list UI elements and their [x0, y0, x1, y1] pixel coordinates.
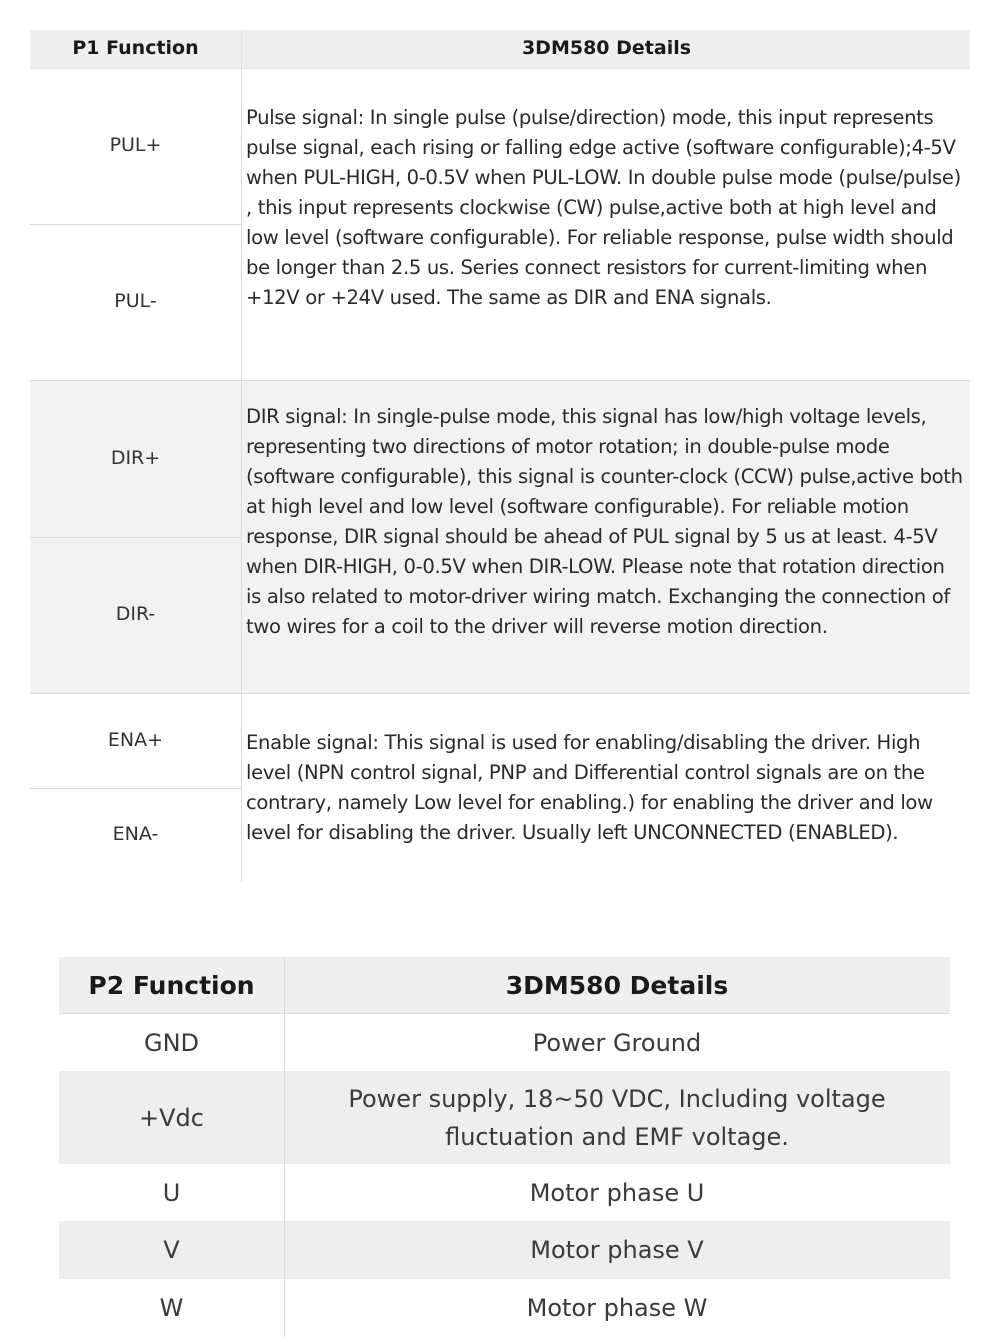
- p2-detail-cell: Motor phase V: [530, 1236, 704, 1264]
- p2-function-cell: U: [162, 1178, 181, 1207]
- p1-header-details: 3DM580 Details: [241, 30, 971, 68]
- p1-table-header-row: [30, 30, 970, 69]
- p2-function-cell: +Vdc: [139, 1103, 204, 1132]
- pin-ena-minus: ENA-: [112, 823, 159, 845]
- pin-pul-minus: PUL-: [114, 290, 157, 312]
- p1-group-dir: [30, 381, 970, 694]
- ena-detail-text: Enable signal: This signal is used for enabling/disabling the driver. High level (NPN control signal, PNP and Differential control signals are on the contrary, namely Low level for enabling.) for enabling the driver and low level for disabling the driver. Usually left UNCONNECTED (ENABLED).: [246, 731, 933, 844]
- pin-pul-plus: PUL+: [109, 134, 162, 156]
- p2-function-cell: V: [163, 1236, 180, 1264]
- p2-function-table: [59, 957, 950, 1337]
- p2-detail-cell: Power Ground: [532, 1028, 702, 1057]
- pul-detail-text: Pulse signal: In single pulse (pulse/direction) mode, this input represents pulse signal, each rising or falling edge active (software configurable);4-5V when PUL-HIGH, 0-0.5V when PUL-LOW. In double pulse mode (pulse/pulse) , this input represents clockwise (CW) pulse,active both at high level and low level (software configurable). For reliable response, pulse width should be longer than 2.5 us. Series connect resistors for current-limiting when +12V or +24V used. The same as DIR and ENA signals.: [246, 106, 961, 309]
- p2-function-cell: GND: [143, 1028, 200, 1057]
- pin-dir-minus: DIR-: [115, 603, 156, 625]
- p2-detail-cell: Power supply, 18~50 VDC, Including voltage fluctuation and EMF voltage.: [348, 1084, 886, 1151]
- table-row: [59, 1164, 950, 1221]
- table-row: [59, 1279, 950, 1337]
- p2-detail-cell: Motor phase U: [529, 1178, 705, 1207]
- p2-function-cell: W: [159, 1294, 184, 1322]
- pin-dir-plus: DIR+: [110, 447, 161, 469]
- p1-group-pul: [30, 68, 970, 381]
- p2-header-function: P2 Function: [88, 970, 255, 1000]
- p2-detail-cell: Motor phase W: [526, 1294, 708, 1322]
- table-row: [59, 1221, 950, 1279]
- p2-table-header-row: [59, 957, 950, 1014]
- p1-header-function: P1 Function: [72, 37, 199, 59]
- p2-header-details: 3DM580 Details: [505, 970, 729, 1000]
- dir-detail-text: DIR signal: In single-pulse mode, this signal has low/high voltage levels, representing two directions of motor rotation; in double-pulse mode (software configurable), this signal is counter-clock (CCW) pulse,active both at high level and low level (software configurable). For reliable motion response, DIR signal should be ahead of PUL signal by 5 us at least. 4-5V when DIR-HIGH, 0-0.5V when DIR-LOW. Please note that rotation direction is also related to motor-driver wiring match. Exchanging the connection of two wires for a coil to the driver will reverse motion direction.: [246, 405, 963, 638]
- p1-group-ena: [30, 694, 970, 882]
- table-row: [59, 1014, 950, 1071]
- table-row: [59, 1071, 950, 1164]
- pin-ena-plus: ENA+: [107, 729, 164, 751]
